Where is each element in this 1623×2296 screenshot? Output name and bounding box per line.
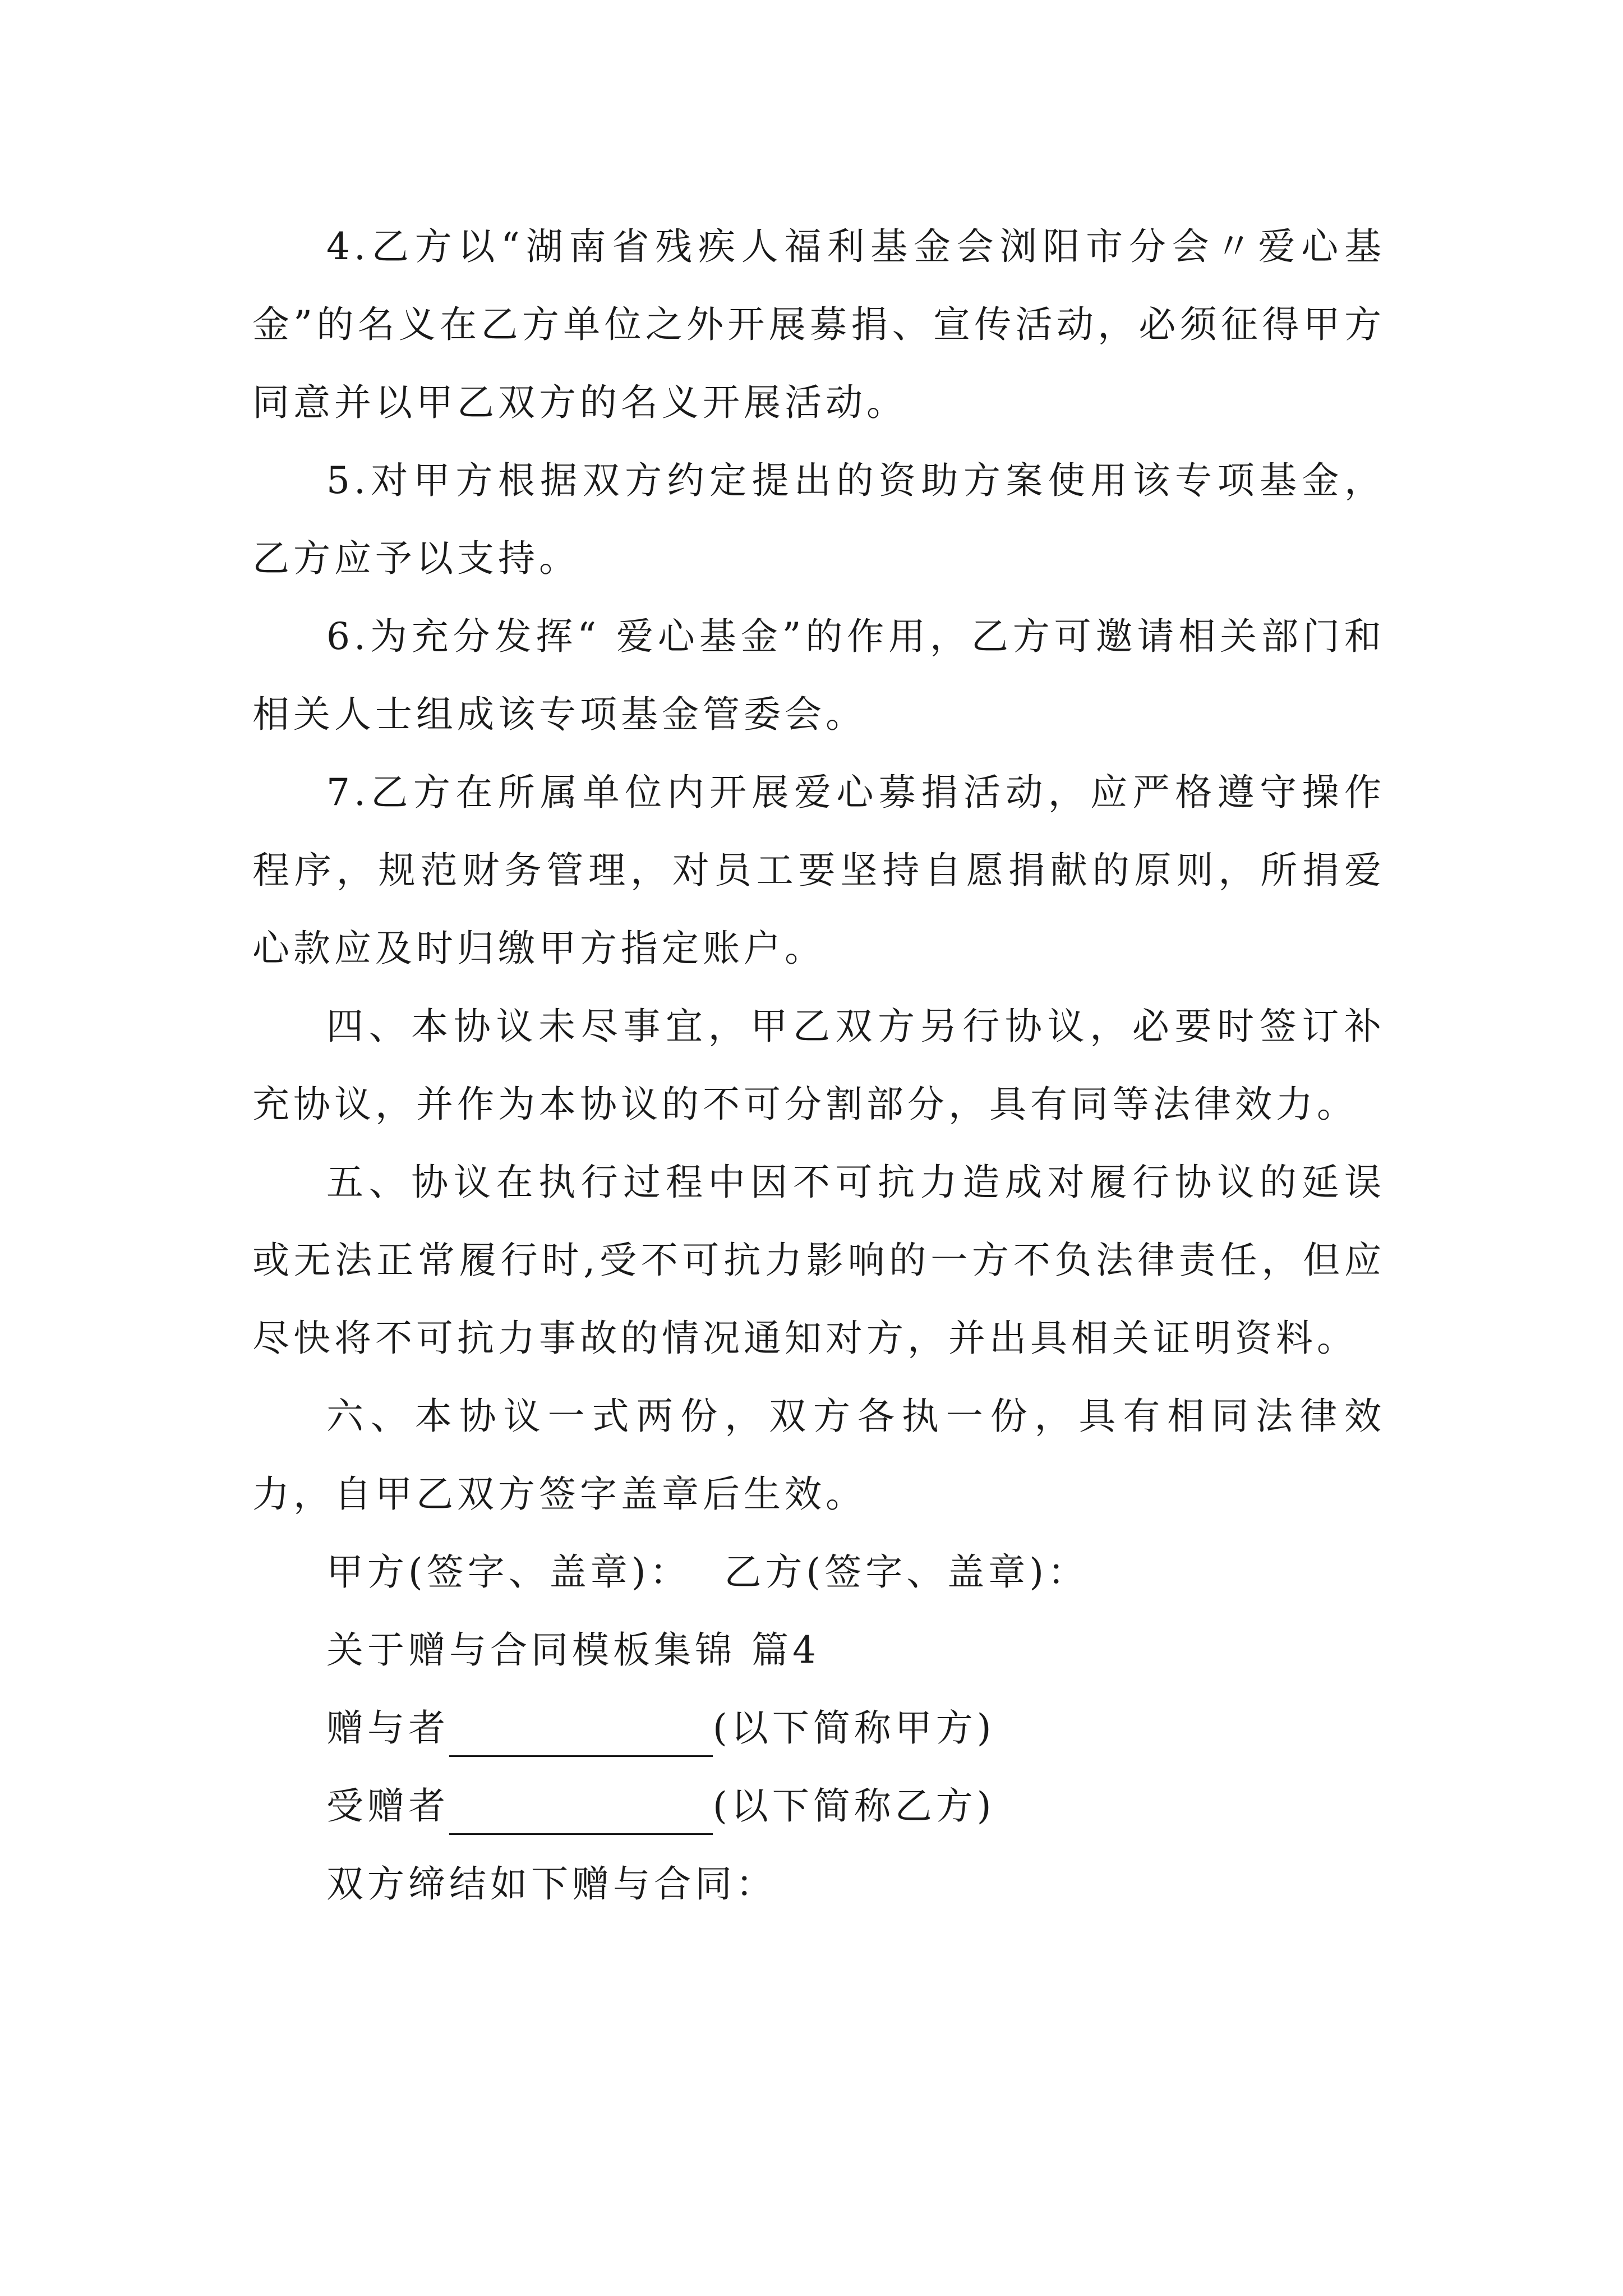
donee-blank-field[interactable] (449, 1788, 713, 1835)
donor-label: 赠与者 (326, 1706, 449, 1750)
clause-7: 7.乙方在所属单位内开展爱心募捐活动，应严格遵守操作程序，规范财务管理，对员工要坚持自愿捐献的原则，所捐爱心款应及时归缴甲方指定账户。 (252, 771, 1385, 970)
party-a-signature-label: 甲方(签字、盖章)： (326, 1550, 691, 1594)
donee-label: 受赠者 (326, 1784, 449, 1828)
clause-4: 4.乙方以“湖南省残疾人福利基金会浏阳市分会〃爱心基金”的名义在乙方单位之外开展募捐、宣传活动，必须征得甲方同意并以甲乙双方的名义开展活动。 (252, 225, 1385, 424)
donor-line (252, 1689, 1385, 1767)
donor-blank-field[interactable] (449, 1710, 713, 1757)
clause-5: 5.对甲方根据双方约定提出的资助方案使用该专项基金，乙方应予以支持。 (252, 459, 1385, 580)
article-four: 四、本协议未尽事宜，甲乙双方另行协议，必要时签订补充协议，并作为本协议的不可分割部分，具有同等法律效力。 (252, 1005, 1385, 1126)
article-six: 六、本协议一式两份，双方各执一份，具有相同法律效力，自甲乙双方签字盖章后生效。 (252, 1395, 1385, 1516)
clause-6: 6.为充分发挥“ 爱心基金”的作用，乙方可邀请相关部门和相关人士组成该专项基金管委会。 (252, 615, 1385, 736)
donee-suffix: (以下简称乙方) (713, 1784, 995, 1828)
section-title: 关于赠与合同模板集锦 篇4 (326, 1628, 820, 1672)
closing-line: 双方缔结如下赠与合同： (326, 1862, 777, 1906)
donee-line (252, 1767, 1385, 1845)
party-b-signature-label: 乙方(签字、盖章)： (724, 1550, 1089, 1594)
donor-suffix: (以下简称甲方) (713, 1706, 995, 1750)
article-five: 五、协议在执行过程中因不可抗力造成对履行协议的延误或无法正常履行时,受不可抗力影响的一方不负法律责任，但应尽快将不可抗力事故的情况通知对方，并出具相关证明资料。 (252, 1161, 1385, 1360)
document-body (252, 208, 1385, 1923)
signature-line (252, 1533, 1385, 1611)
